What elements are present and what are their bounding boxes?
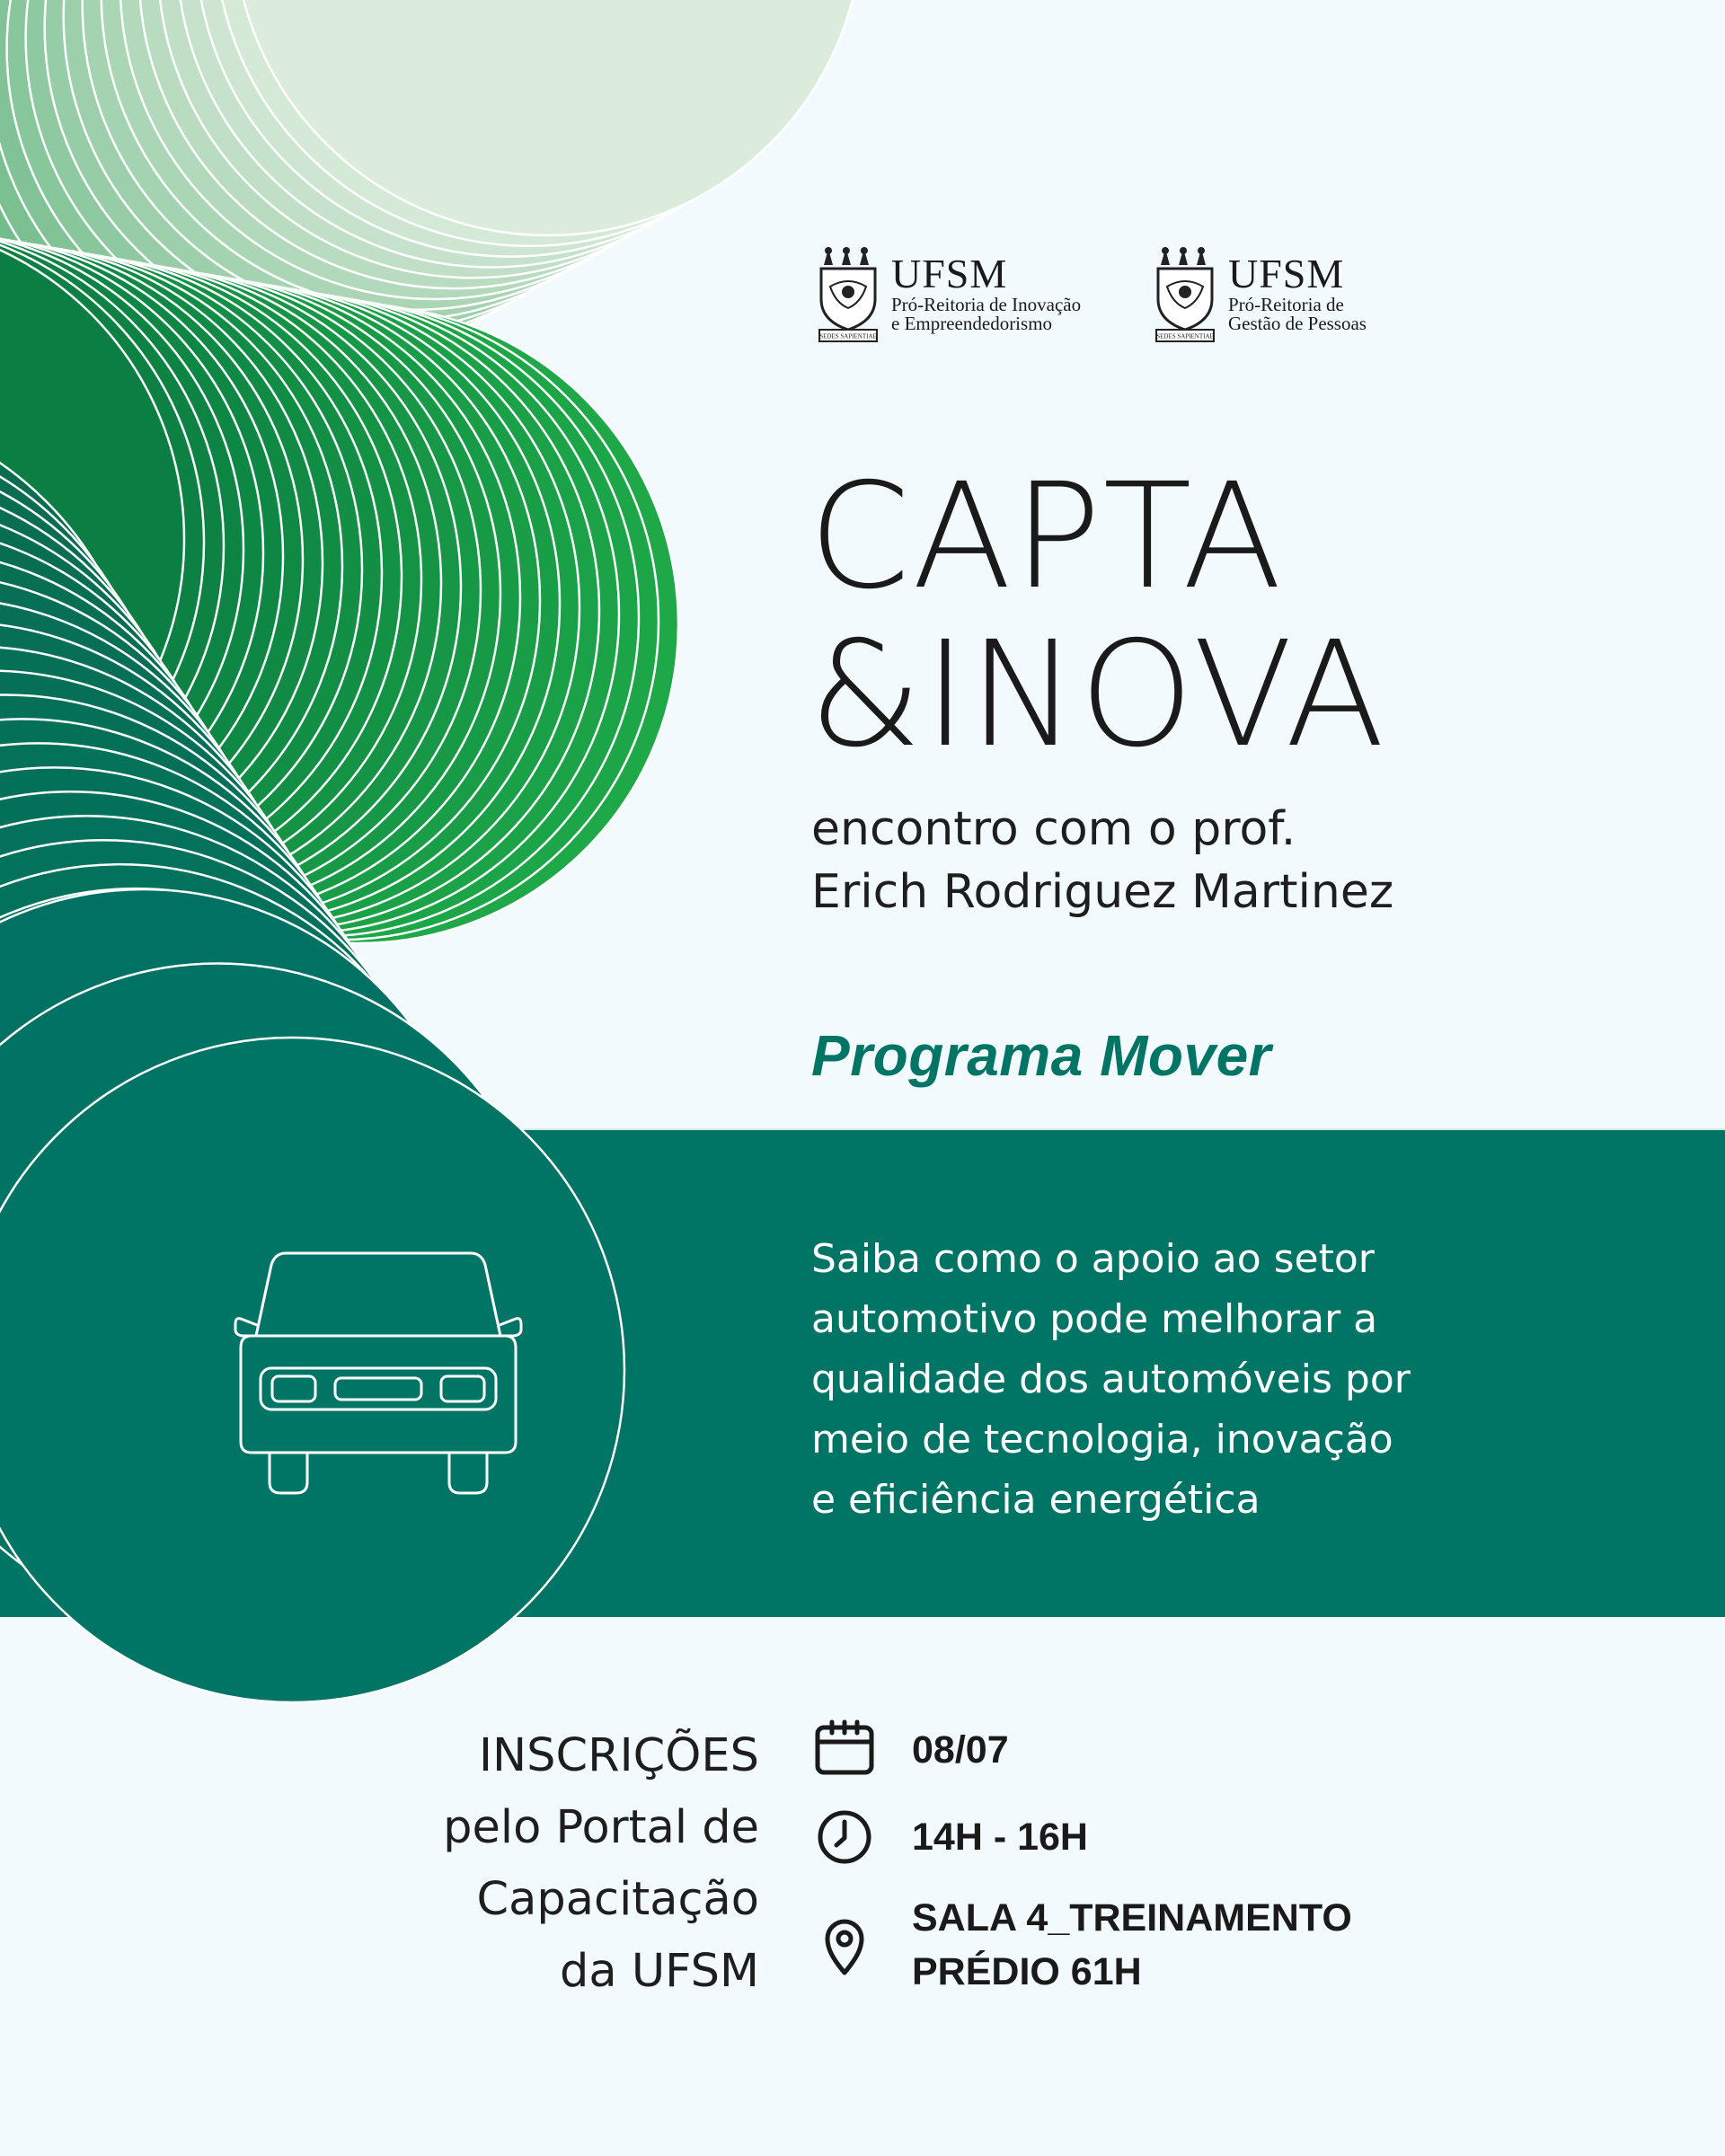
svg-text:SEDES SAPIENTIAE: SEDES SAPIENTIAE bbox=[819, 332, 877, 340]
event-location-row bbox=[813, 1891, 1352, 1999]
event-subtitle-line: encontro com o prof. bbox=[811, 802, 1296, 856]
description-line: meio de tecnologia, inovação bbox=[811, 1417, 1393, 1462]
logo-subtitle-line: e Empreendedorismo bbox=[891, 312, 1053, 334]
registration-line: Capacitação bbox=[476, 1873, 759, 1926]
registration-line: INSCRIÇÕES bbox=[478, 1729, 759, 1782]
event-location bbox=[912, 1891, 1352, 1999]
event-subtitle bbox=[811, 798, 1393, 923]
clock-icon bbox=[813, 1806, 876, 1869]
logo-ufsm-inovacao bbox=[816, 241, 1081, 344]
logo-subtitle-line: Gestão de Pessoas bbox=[1228, 312, 1367, 334]
program-name: Programa Mover bbox=[811, 1023, 1272, 1088]
ufsm-crest-icon bbox=[1153, 243, 1217, 342]
event-subtitle-line: Erich Rodriguez Martinez bbox=[811, 865, 1394, 919]
event-date: 08/07 bbox=[912, 1728, 1009, 1772]
event-time: 14H - 16H bbox=[912, 1816, 1088, 1859]
event-location-line: SALA 4_TREINAMENTO bbox=[912, 1896, 1352, 1940]
event-description bbox=[811, 1229, 1548, 1530]
map-pin-icon bbox=[813, 1913, 876, 1976]
description-line: qualidade dos automóveis por bbox=[811, 1356, 1411, 1402]
registration-info bbox=[443, 1720, 759, 2008]
logo-subtitle-line: Pró-Reitoria de bbox=[1228, 293, 1344, 315]
logo-ufsm-gestao bbox=[1153, 241, 1367, 344]
registration-line: da UFSM bbox=[560, 1945, 759, 1998]
logo-ufsm-name: UFSM bbox=[1228, 250, 1345, 296]
event-location-line: PRÉDIO 61H bbox=[912, 1950, 1142, 1993]
logo-subtitle-line: Pró-Reitoria de Inovação bbox=[891, 293, 1082, 315]
event-title bbox=[809, 453, 1387, 780]
event-date-row bbox=[813, 1719, 1009, 1781]
svg-text:SEDES SAPIENTIAE: SEDES SAPIENTIAE bbox=[1156, 332, 1214, 340]
logo-ufsm-name: UFSM bbox=[891, 250, 1008, 296]
decorative-circle bbox=[0, 1038, 624, 1702]
registration-line: pelo Portal de bbox=[443, 1801, 759, 1854]
description-line: automotivo pode melhorar a bbox=[811, 1296, 1378, 1342]
ufsm-crest-icon bbox=[816, 243, 880, 342]
event-time-row bbox=[813, 1806, 1088, 1869]
description-line: e eficiência energética bbox=[811, 1477, 1261, 1523]
description-line: Saiba como o apoio ao setor bbox=[811, 1236, 1375, 1282]
calendar-icon bbox=[813, 1719, 876, 1781]
event-title-line: CAPTA bbox=[809, 453, 1284, 622]
event-title-line: &INOVA bbox=[809, 611, 1387, 780]
